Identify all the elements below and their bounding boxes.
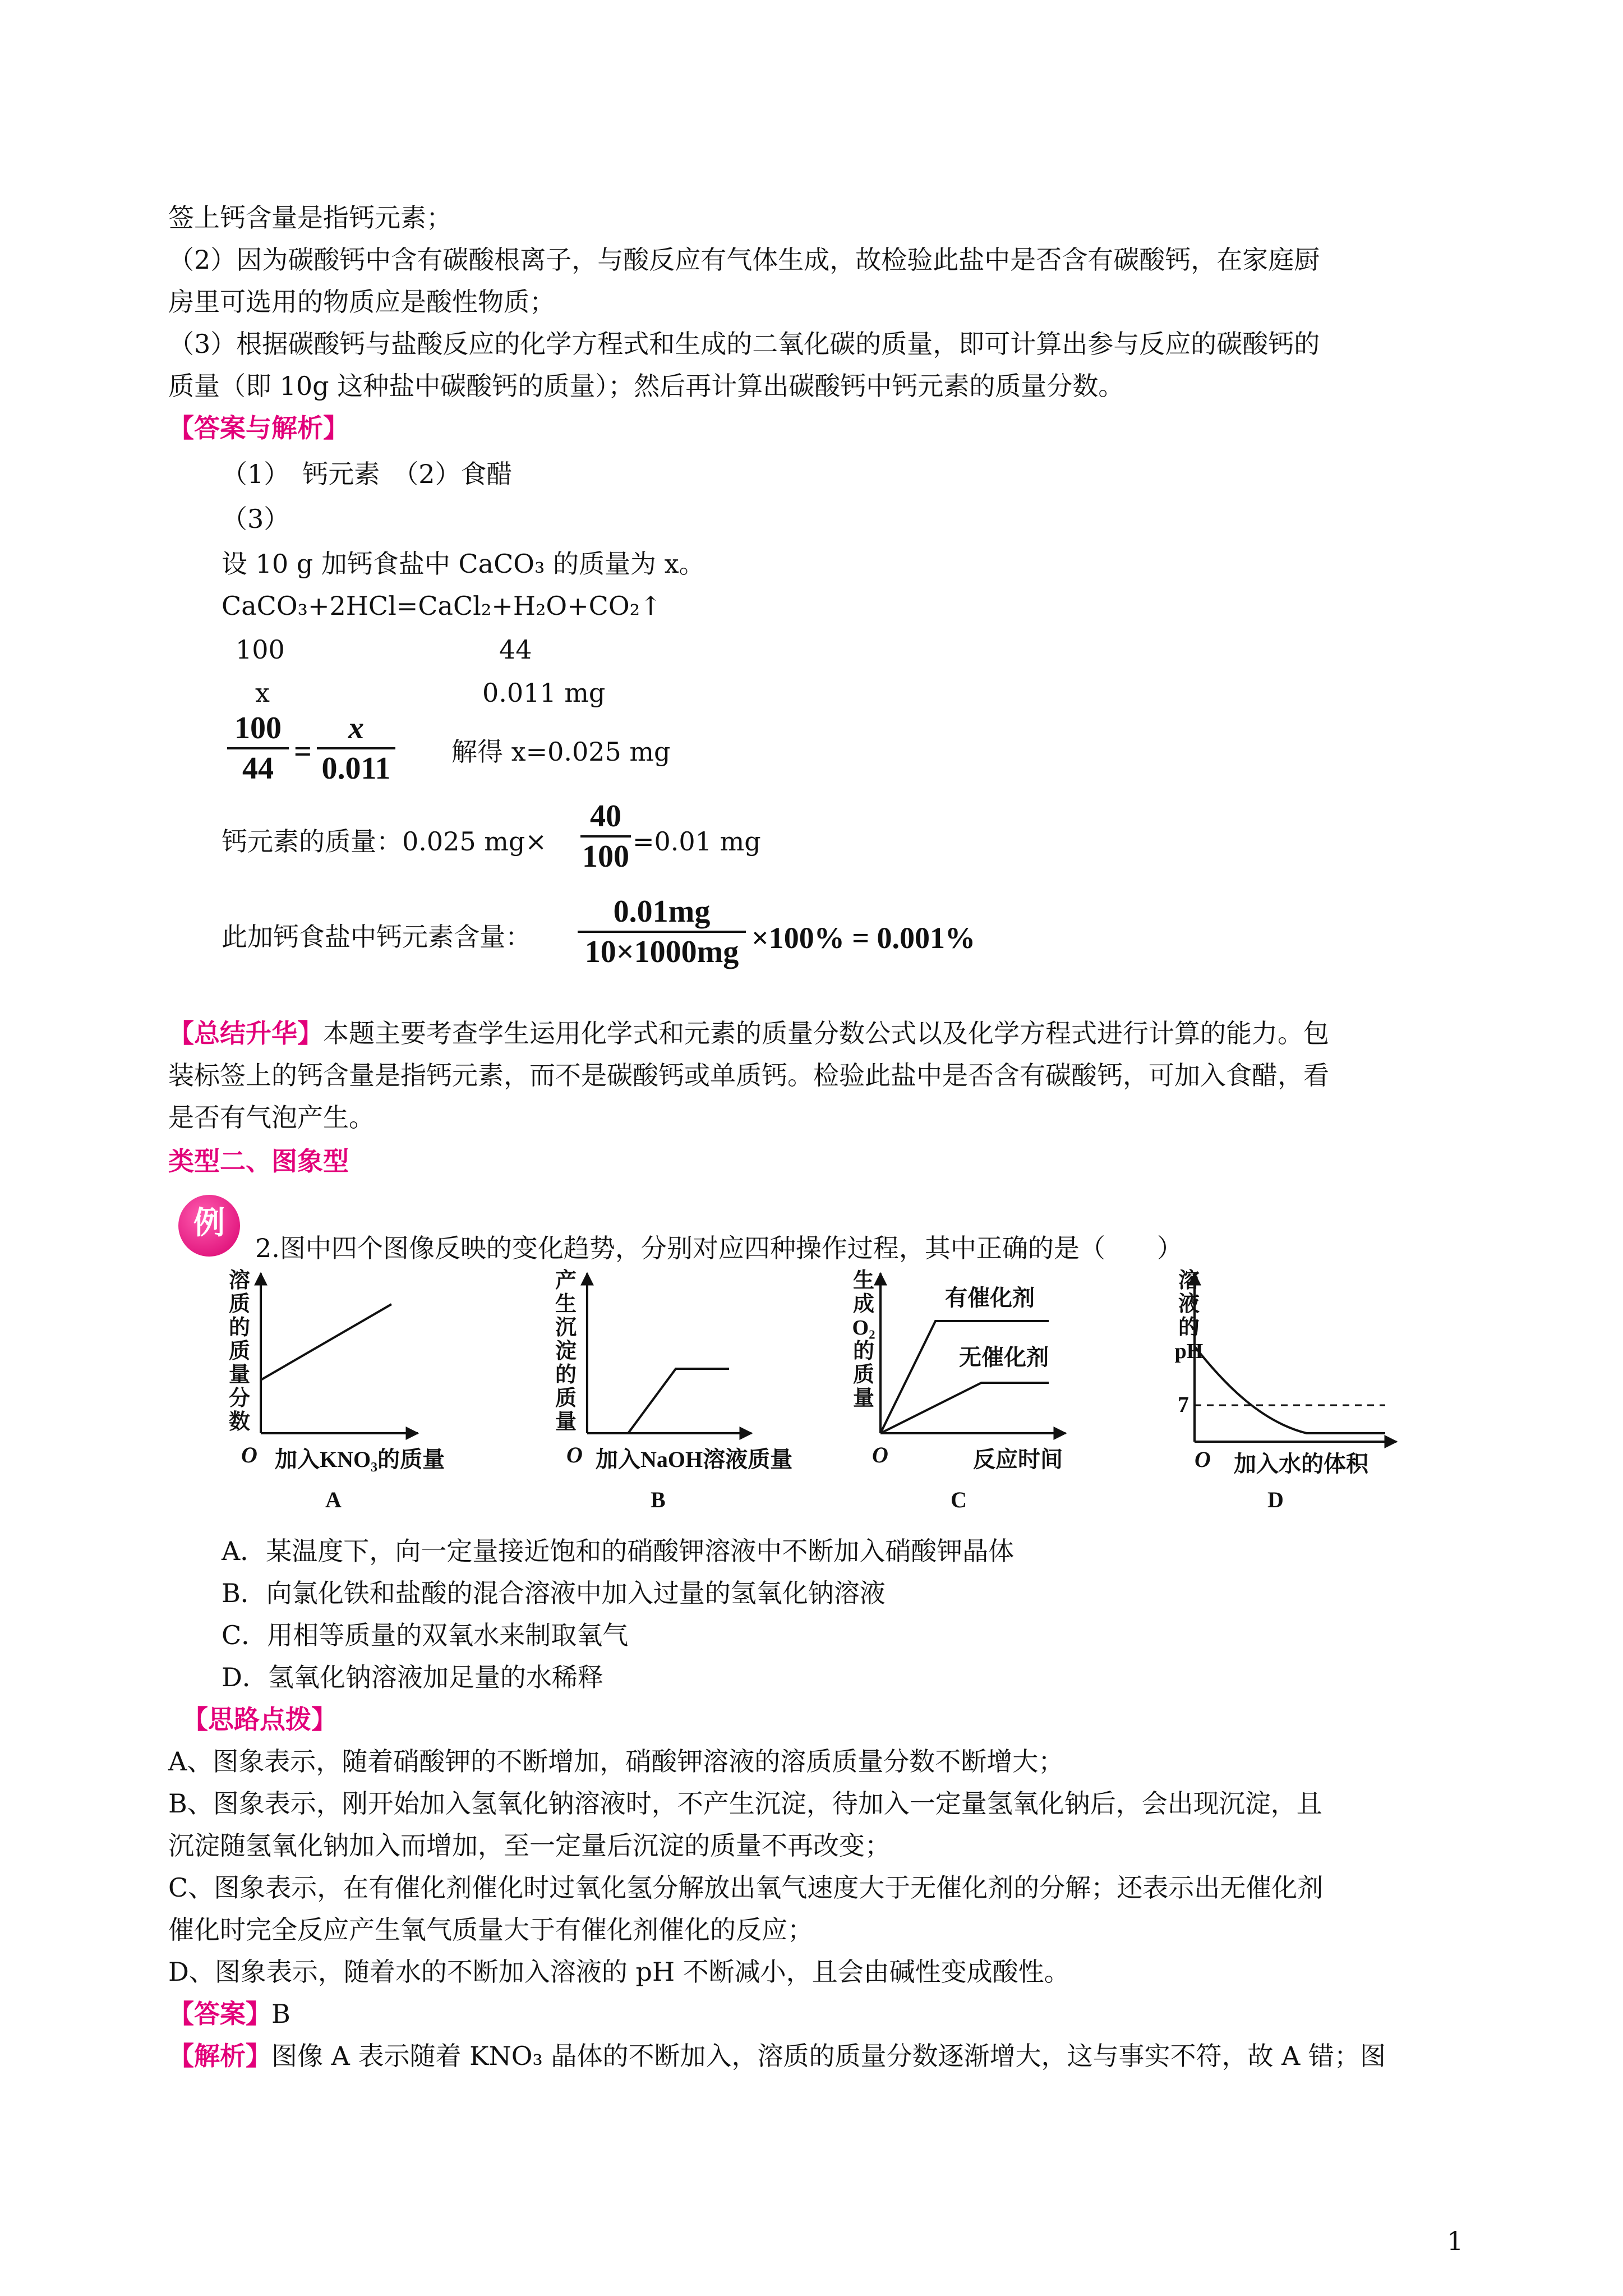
option-c: C．用相等质量的双氧水来制取氧气: [222, 1620, 629, 1650]
summary-line-3: 是否有气泡产生。: [168, 1102, 375, 1133]
denominator: 0.011: [321, 751, 391, 786]
hint-c-line-2: 催化时完全反应产生氧气质量大于有催化剂催化的反应；: [168, 1915, 813, 1945]
answer-line: [168, 1997, 291, 2031]
answer-value: B: [271, 1999, 291, 2029]
analysis-text: 图像 A 表示随着 KNO₃ 晶体的不断加入，溶质的质量分数逐渐增大，这与事实不符，故 A 错；图: [271, 2041, 1386, 2071]
calcium-mass-label: 钙元素的质量：0.025 mg×: [222, 826, 547, 857]
graph-d-curve: [1195, 1346, 1385, 1433]
section-heading: 类型二、图象型: [168, 1146, 349, 1176]
numerator: 40: [590, 799, 621, 834]
hint-d: D、图象表示，随着水的不断加入溶液的 pH 不断减小，且会由碱性变成酸性。: [168, 1957, 1070, 1987]
assumption-line: 设 10 g 加钙食盐中 CaCO₃ 的质量为 x。: [222, 549, 705, 579]
solve-result: 解得 x=0.025 mg: [451, 737, 671, 767]
example-badge: 例: [178, 1195, 240, 1257]
graph-b-origin: O: [566, 1442, 583, 1467]
hint-b-line-1: B、图象表示，刚开始加入氢氧化钠溶液时，不产生沉淀，待加入一定量氢氧化钠后，会出现沉淀，且: [168, 1788, 1322, 1819]
calcium-mass-result: =0.01 mg: [633, 826, 761, 857]
graph-a-curve: [261, 1304, 391, 1380]
hint-c-line-1: C、图象表示，在有催化剂催化时过氧化氢分解放出氧气速度大于无催化剂的分解；还表示出无催化剂: [168, 1872, 1324, 1903]
text-line: 房里可选用的物质应是酸性物质；: [168, 287, 555, 317]
answer-label: 【答案】: [168, 1999, 271, 2029]
analysis-line: [168, 2039, 1386, 2073]
graph-a-origin: O: [241, 1442, 257, 1467]
answer-line-3: （3）: [222, 504, 290, 534]
graph-d-origin: O: [1195, 1447, 1211, 1472]
question-text: 2.图中四个图像反映的变化趋势，分别对应四种操作过程，其中正确的是（ ）: [255, 1233, 1183, 1263]
graph-b: [587, 1273, 751, 1433]
numerator: 0.01mg: [613, 894, 711, 929]
graph-c-caption: C: [951, 1487, 967, 1512]
hint-a: A、图象表示，随着硝酸钾的不断增加，硝酸钾溶液的溶质质量分数不断增大；: [168, 1746, 1064, 1777]
numerator: x: [348, 711, 364, 746]
option-a: A．某温度下，向一定量接近饱和的硝酸钾溶液中不断加入硝酸钾晶体: [222, 1536, 1015, 1566]
graph-c-origin: O: [872, 1442, 888, 1467]
molar-mass-caco3: 100: [236, 634, 285, 665]
option-d: D．氢氧化钠溶液加足量的水稀释: [222, 1662, 603, 1692]
option-b: B．向氯化铁和盐酸的混合溶液中加入过量的氢氧化钠溶液: [222, 1578, 886, 1608]
graph-c-curve-catalyst: [880, 1321, 1049, 1433]
graph-d-caption: D: [1267, 1487, 1284, 1512]
graph-a-ylabel: 溶 质 的 质 量 分 数: [229, 1269, 251, 1434]
denominator: 44: [242, 751, 274, 786]
answer-heading: 【答案与解析】: [168, 413, 349, 443]
graph-d: [1195, 1273, 1396, 1442]
numerator: 100: [234, 711, 282, 746]
calcium-content-result: ×100% = 0.001%: [751, 921, 976, 955]
chemical-equation: CaCO₃+2HCl=CaCl₂+H₂O+CO₂↑: [222, 591, 662, 621]
text-line: 签上钙含量是指钙元素；: [168, 203, 452, 233]
graph-c-label-no-catalyst: 无催化剂: [959, 1345, 1049, 1370]
graph-b-xlabel: 加入NaOH溶液质量: [596, 1447, 793, 1472]
graph-b-ylabel: 产 生 沉 淀 的 质 量: [555, 1269, 577, 1434]
molar-mass-co2: 44: [499, 634, 532, 665]
denominator: 10×1000mg: [584, 935, 739, 969]
graph-d-tick-7: 7: [1178, 1392, 1189, 1417]
unknown-x: x: [255, 678, 270, 708]
graph-c-xlabel: 反应时间: [973, 1447, 1063, 1472]
answer-line-1: （1） 钙元素 （2）食醋: [222, 459, 513, 489]
graph-a-xlabel: 加入KNO₃的质量: [275, 1447, 445, 1472]
graph-c-curve-no-catalyst: [880, 1383, 1049, 1433]
equals-sign: =: [294, 734, 312, 769]
summary-line-2: 装标签上的钙含量是指钙元素，而不是碳酸钙或单质钙。检验此盐中是否含有碳酸钙，可加入食醋，看: [168, 1060, 1329, 1091]
summary-heading: 【总结升华】: [168, 1018, 323, 1048]
text-line: （2）因为碳酸钙中含有碳酸根离子，与酸反应有气体生成，故检验此盐中是否含有碳酸钙，在家庭厨: [168, 245, 1320, 275]
denominator: 100: [582, 839, 629, 874]
page-number: 1: [1447, 2226, 1464, 2256]
summary-text: 本题主要考查学生运用化学式和元素的质量分数公式以及化学方程式进行计算的能力。包: [323, 1018, 1329, 1048]
graph-c-label-catalyst: 有催化剂: [945, 1285, 1035, 1310]
graph-a: [261, 1273, 418, 1433]
text-line: （3）根据碳酸钙与盐酸反应的化学方程式和生成的二氧化碳的质量，即可计算出参与反应的碳酸钙的: [168, 329, 1320, 359]
hint-heading: 【思路点拨】: [182, 1704, 337, 1734]
hint-b-line-2: 沉淀随氢氧化钠加入而增加，至一定量后沉淀的质量不再改变；: [168, 1830, 891, 1861]
graph-d-xlabel: 加入水的体积: [1234, 1451, 1368, 1476]
text-line: 质量（即 10g 这种盐中碳酸钙的质量）；然后再计算出碳酸钙中钙元素的质量分数。: [168, 371, 1124, 401]
graph-b-caption: B: [651, 1487, 666, 1512]
graph-b-curve: [628, 1369, 729, 1433]
graph-a-caption: A: [325, 1487, 342, 1512]
calcium-content-label: 此加钙食盐中钙元素含量：: [222, 922, 531, 952]
graph-d-ylabel: 溶 液 的 pH: [1174, 1269, 1204, 1363]
co2-mass: 0.011 mg: [482, 678, 606, 708]
analysis-label: 【解析】: [168, 2041, 271, 2071]
graph-c-ylabel: 生 成 O₂ 的 质 量: [852, 1269, 875, 1410]
